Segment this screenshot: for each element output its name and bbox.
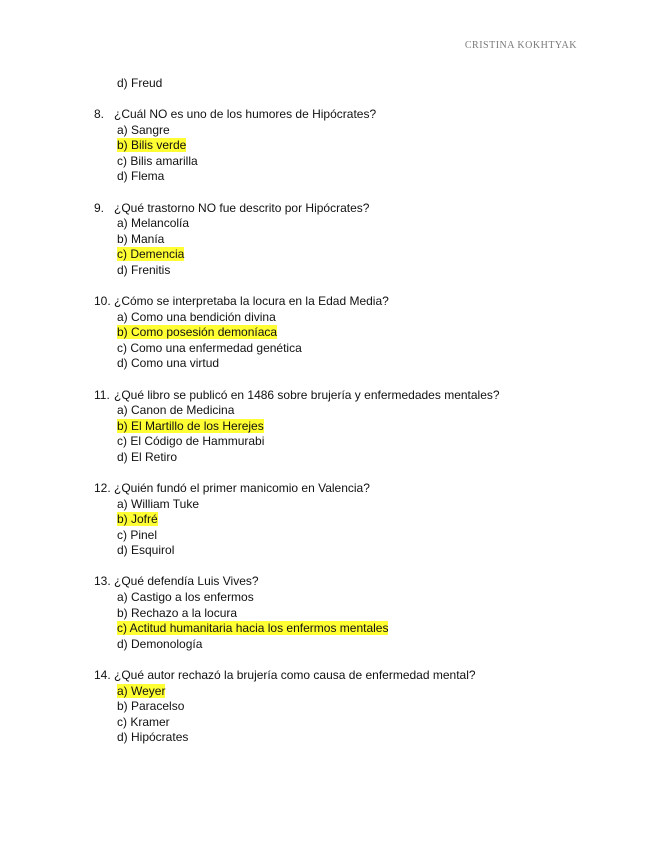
highlighted-answer-option [117,419,594,435]
question-number: 14. [94,667,111,682]
highlighted-answer-option [117,684,594,700]
answer-option [117,590,594,606]
question-line [94,481,594,497]
option-text: c) El Código de Hammurabi [117,434,265,449]
option-text: b) Manía [117,231,165,246]
option-text: c) Pinel [117,527,158,542]
answer-option [117,123,594,139]
question-line [94,107,594,123]
option-list [117,590,594,652]
answer-option [117,730,594,746]
question-text: ¿Quién fundó el primer manicomio en Valencia? [114,480,370,495]
option-list [117,123,594,185]
answer-option [117,154,594,170]
quiz-content [94,76,594,746]
option-text: c) Kramer [117,714,170,729]
question-item [94,388,594,466]
dangling-option: d) Freud [117,76,163,90]
option-text: a) Canon de Medicina [117,403,235,418]
header-author: CRISTINA KOKHTYAK [464,40,577,51]
highlighted-answer-option [117,325,594,341]
question-number: 13. [94,574,111,589]
question-text: ¿Qué trastorno NO fue descrito por Hipócrates? [114,200,370,215]
question-number: 10. [94,294,111,309]
question-text: ¿Qué libro se publicó en 1486 sobre brujería y enfermedades mentales? [114,387,500,402]
highlighted-answer-option [117,138,594,154]
option-text: d) Demonología [117,636,203,651]
question-list [94,107,594,746]
option-text: c) Bilis amarilla [117,153,198,168]
question-item [94,481,594,559]
question-text: ¿Cuál NO es uno de los humores de Hipócrates? [114,107,377,122]
option-text: a) William Tuke [117,496,200,511]
question-number: 8. [94,107,105,122]
answer-option [117,637,594,653]
answer-option [117,263,594,279]
option-list [117,310,594,372]
question-item [94,668,594,746]
answer-option [117,310,594,326]
option-text: a) Castigo a los enfermos [117,590,254,605]
answer-option [117,543,594,559]
option-text: d) Hipócrates [117,730,189,745]
highlighted-answer-option [117,247,594,263]
answer-option [117,606,594,622]
answer-option [117,356,594,372]
answer-option [117,497,594,513]
highlighted-answer-option [117,621,594,637]
question-line [94,668,594,684]
question-line [94,294,594,310]
option-text: d) El Retiro [117,449,178,464]
question-line [94,388,594,404]
option-text: a) Weyer [117,683,166,698]
question-item [94,294,594,372]
option-list [117,684,594,746]
question-item [94,107,594,185]
option-list [117,497,594,559]
option-text: b) Como posesión demoníaca [117,325,278,340]
option-list [117,216,594,278]
option-text: b) El Martillo de los Herejes [117,418,264,433]
question-line [94,574,594,590]
answer-option [117,232,594,248]
option-text: a) Sangre [117,122,170,137]
question-text: ¿Qué defendía Luis Vives? [114,574,259,589]
question-text: ¿Qué autor rechazó la brujería como causa de enfermedad mental? [114,667,476,682]
option-text: d) Como una virtud [117,356,220,371]
option-text: a) Como una bendición divina [117,309,276,324]
option-text: d) Flema [117,169,165,184]
answer-option [117,434,594,450]
answer-option [117,450,594,466]
answer-option [117,216,594,232]
question-number: 12. [94,480,111,495]
option-text: b) Rechazo a la locura [117,605,238,620]
option-text: d) Esquirol [117,543,175,558]
answer-option [117,699,594,715]
answer-option [117,528,594,544]
option-text: b) Bilis verde [117,138,187,153]
answer-option [117,715,594,731]
option-text: b) Paracelso [117,699,185,714]
option-list [117,403,594,465]
option-text: c) Como una enfermedad genética [117,340,302,355]
option-text: a) Melancolía [117,216,190,231]
option-text: d) Frenitis [117,262,171,277]
question-text: ¿Cómo se interpretaba la locura en la Edad Media? [114,294,389,309]
answer-option [117,341,594,357]
option-text: c) Demencia [117,247,185,262]
option-text: b) Jofré [117,512,158,527]
question-number: 11. [94,387,110,402]
question-item [94,574,594,652]
answer-option [117,403,594,419]
option-text: c) Actitud humanitaria hacia los enfermos mentales [117,621,389,636]
answer-option [117,169,594,185]
question-item [94,201,594,279]
question-line [94,201,594,217]
highlighted-answer-option [117,512,594,528]
question-number: 9. [94,200,105,215]
